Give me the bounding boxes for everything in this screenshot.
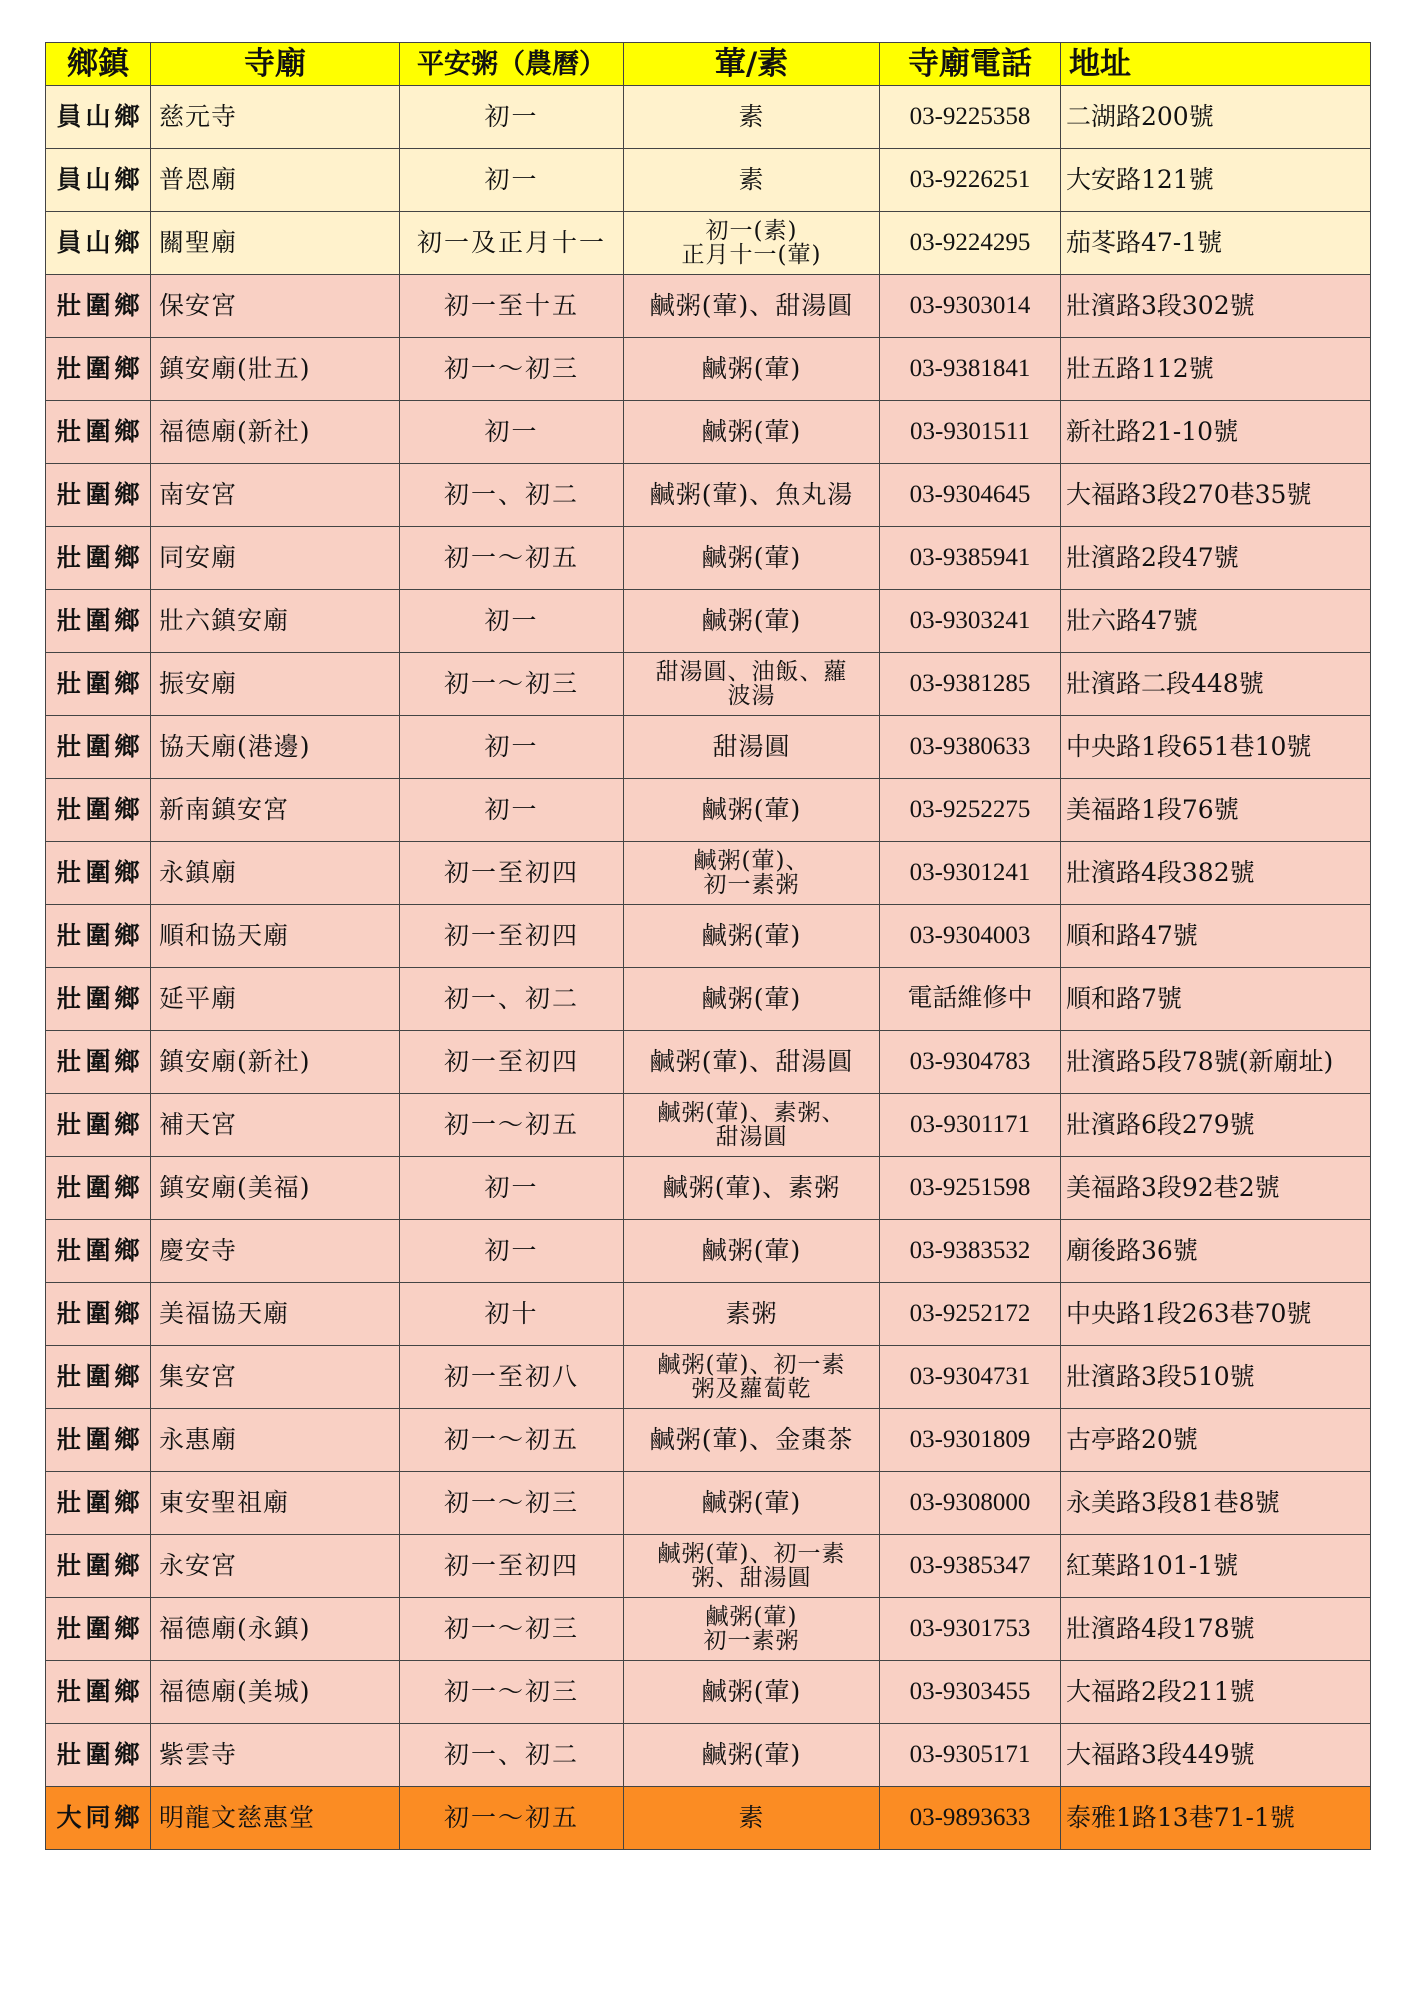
temple-cell: 新南鎮安宮 [151,779,400,842]
porridge-days-cell: 初一 [400,401,624,464]
porridge-days-cell: 初一 [400,590,624,653]
table-row [46,1535,1371,1598]
temple-cell: 福德廟(美城) [151,1661,400,1724]
porridge-days-cell: 初一至初四 [400,905,624,968]
township-cell: 壯圍鄉 [46,842,151,905]
table-row [46,1283,1371,1346]
fare-cell: 鹹粥(葷) [624,1472,880,1535]
township-cell: 壯圍鄉 [46,1283,151,1346]
porridge-days-cell: 初一至初八 [400,1346,624,1409]
table-row [46,1598,1371,1661]
fare-cell: 鹹粥(葷) [624,1220,880,1283]
fare-cell: 鹹粥(葷)、初一素 粥、甜湯圓 [624,1535,880,1598]
fare-cell: 鹹粥(葷) [624,1724,880,1787]
porridge-days-cell: 初一～初三 [400,1472,624,1535]
address-cell: 壯濱路4段382號 [1061,842,1371,905]
temple-cell: 永鎮廟 [151,842,400,905]
phone-cell: 03-9305171 [880,1724,1061,1787]
phone-cell: 03-9303014 [880,275,1061,338]
phone-cell: 03-9304783 [880,1031,1061,1094]
porridge-days-cell: 初一至初四 [400,842,624,905]
porridge-days-cell: 初一、初二 [400,464,624,527]
phone-cell: 03-9225358 [880,86,1061,149]
porridge-days-cell: 初一～初五 [400,1094,624,1157]
address-cell: 大福路3段270巷35號 [1061,464,1371,527]
phone-cell: 03-9301511 [880,401,1061,464]
address-cell: 大福路2段211號 [1061,1661,1371,1724]
township-cell: 壯圍鄉 [46,1472,151,1535]
header-fare-type: 葷/素 [624,43,880,86]
address-cell: 廟後路36號 [1061,1220,1371,1283]
table-row [46,464,1371,527]
township-cell: 壯圍鄉 [46,1661,151,1724]
porridge-days-cell: 初一、初二 [400,968,624,1031]
porridge-days-cell: 初一～初五 [400,527,624,590]
township-cell: 壯圍鄉 [46,1346,151,1409]
township-cell: 大同鄉 [46,1787,151,1850]
header-township: 鄉鎮 [46,43,151,86]
table-row [46,1094,1371,1157]
fare-cell: 素 [624,149,880,212]
township-cell: 壯圍鄉 [46,1220,151,1283]
address-cell: 美福路1段76號 [1061,779,1371,842]
header-row [46,43,1371,86]
table-row [46,1787,1371,1850]
township-cell: 壯圍鄉 [46,401,151,464]
table-row [46,1472,1371,1535]
township-cell: 壯圍鄉 [46,653,151,716]
table-row [46,1220,1371,1283]
temple-cell: 美福協天廟 [151,1283,400,1346]
porridge-days-cell: 初一至初四 [400,1031,624,1094]
table-row [46,653,1371,716]
township-cell: 員山鄉 [46,86,151,149]
temple-cell: 慶安寺 [151,1220,400,1283]
phone-cell: 03-9251598 [880,1157,1061,1220]
phone-cell: 03-9301753 [880,1598,1061,1661]
phone-cell: 03-9385347 [880,1535,1061,1598]
township-cell: 壯圍鄉 [46,716,151,779]
temple-cell: 福德廟(永鎮) [151,1598,400,1661]
address-cell: 大福路3段449號 [1061,1724,1371,1787]
table-row [46,212,1371,275]
phone-cell: 03-9303241 [880,590,1061,653]
township-cell: 員山鄉 [46,212,151,275]
table-row [46,716,1371,779]
township-cell: 壯圍鄉 [46,1409,151,1472]
porridge-days-cell: 初十 [400,1283,624,1346]
porridge-days-cell: 初一及正月十一 [400,212,624,275]
phone-cell: 03-9301241 [880,842,1061,905]
porridge-days-cell: 初一～初三 [400,653,624,716]
table-row [46,149,1371,212]
fare-cell: 鹹粥(葷) [624,338,880,401]
fare-cell: 鹹粥(葷)、甜湯圓 [624,275,880,338]
fare-cell: 素 [624,1787,880,1850]
temple-cell: 永安宮 [151,1535,400,1598]
township-cell: 壯圍鄉 [46,1094,151,1157]
phone-cell: 03-9381841 [880,338,1061,401]
phone-cell: 03-9224295 [880,212,1061,275]
address-cell: 順和路7號 [1061,968,1371,1031]
table-row [46,1157,1371,1220]
fare-cell: 鹹粥(葷)、初一素 粥及蘿蔔乾 [624,1346,880,1409]
temple-cell: 普恩廟 [151,149,400,212]
address-cell: 大安路121號 [1061,149,1371,212]
fare-cell: 鹹粥(葷) [624,401,880,464]
fare-cell: 鹹粥(葷) [624,527,880,590]
phone-cell: 03-9252275 [880,779,1061,842]
porridge-days-cell: 初一至十五 [400,275,624,338]
township-cell: 壯圍鄉 [46,905,151,968]
temple-porridge-table [45,42,1371,1850]
table-row [46,275,1371,338]
temple-cell: 鎮安廟(壯五) [151,338,400,401]
address-cell: 泰雅1路13巷71-1號 [1061,1787,1371,1850]
table-row [46,905,1371,968]
fare-cell: 鹹粥(葷) [624,779,880,842]
address-cell: 壯五路112號 [1061,338,1371,401]
address-cell: 壯濱路二段448號 [1061,653,1371,716]
fare-cell: 甜湯圓、油飯、蘿 波湯 [624,653,880,716]
temple-cell: 永惠廟 [151,1409,400,1472]
temple-cell: 南安宮 [151,464,400,527]
porridge-days-cell: 初一～初五 [400,1787,624,1850]
fare-cell: 鹹粥(葷)、甜湯圓 [624,1031,880,1094]
township-cell: 壯圍鄉 [46,338,151,401]
temple-cell: 東安聖祖廟 [151,1472,400,1535]
fare-cell: 鹹粥(葷)、素粥 [624,1157,880,1220]
address-cell: 新社路21-10號 [1061,401,1371,464]
address-cell: 壯濱路3段302號 [1061,275,1371,338]
fare-cell: 鹹粥(葷)、 初一素粥 [624,842,880,905]
phone-cell: 03-9252172 [880,1283,1061,1346]
table-row [46,1346,1371,1409]
township-cell: 壯圍鄉 [46,590,151,653]
township-cell: 壯圍鄉 [46,1031,151,1094]
fare-cell: 鹹粥(葷) [624,905,880,968]
township-cell: 壯圍鄉 [46,527,151,590]
fare-cell: 鹹粥(葷)、金棗茶 [624,1409,880,1472]
fare-cell: 素 [624,86,880,149]
porridge-days-cell: 初一 [400,1157,624,1220]
township-cell: 壯圍鄉 [46,275,151,338]
table-body [46,86,1371,1850]
header-porridge-days: 平安粥（農曆） [400,43,624,86]
fare-cell: 鹹粥(葷) 初一素粥 [624,1598,880,1661]
porridge-days-cell: 初一至初四 [400,1535,624,1598]
phone-cell: 電話維修中 [880,968,1061,1031]
phone-cell: 03-9301171 [880,1094,1061,1157]
address-cell: 茄苳路47-1號 [1061,212,1371,275]
phone-cell: 03-9383532 [880,1220,1061,1283]
temple-cell: 振安廟 [151,653,400,716]
table-row [46,842,1371,905]
temple-cell: 鎮安廟(美福) [151,1157,400,1220]
temple-cell: 集安宮 [151,1346,400,1409]
address-cell: 壯六路47號 [1061,590,1371,653]
porridge-days-cell: 初一 [400,86,624,149]
township-cell: 壯圍鄉 [46,1157,151,1220]
porridge-days-cell: 初一 [400,779,624,842]
fare-cell: 鹹粥(葷)、魚丸湯 [624,464,880,527]
address-cell: 順和路47號 [1061,905,1371,968]
address-cell: 中央路1段263巷70號 [1061,1283,1371,1346]
township-cell: 壯圍鄉 [46,1724,151,1787]
township-cell: 員山鄉 [46,149,151,212]
township-cell: 壯圍鄉 [46,968,151,1031]
porridge-days-cell: 初一、初二 [400,1724,624,1787]
fare-cell: 甜湯圓 [624,716,880,779]
address-cell: 壯濱路3段510號 [1061,1346,1371,1409]
township-cell: 壯圍鄉 [46,779,151,842]
address-cell: 古亭路20號 [1061,1409,1371,1472]
temple-cell: 同安廟 [151,527,400,590]
porridge-days-cell: 初一 [400,1220,624,1283]
temple-cell: 鎮安廟(新社) [151,1031,400,1094]
phone-cell: 03-9304003 [880,905,1061,968]
header-phone: 寺廟電話 [880,43,1061,86]
phone-cell: 03-9301809 [880,1409,1061,1472]
fare-cell: 初一(素) 正月十一(葷) [624,212,880,275]
porridge-days-cell: 初一～初五 [400,1409,624,1472]
table-row [46,1724,1371,1787]
address-cell: 壯濱路4段178號 [1061,1598,1371,1661]
address-cell: 壯濱路5段78號(新廟址) [1061,1031,1371,1094]
address-cell: 紅葉路101-1號 [1061,1535,1371,1598]
address-cell: 永美路3段81巷8號 [1061,1472,1371,1535]
temple-cell: 補天宮 [151,1094,400,1157]
porridge-days-cell: 初一～初三 [400,1598,624,1661]
temple-cell: 協天廟(港邊) [151,716,400,779]
table-row [46,1409,1371,1472]
temple-cell: 明龍文慈惠堂 [151,1787,400,1850]
table-row [46,779,1371,842]
fare-cell: 鹹粥(葷) [624,968,880,1031]
table-row [46,968,1371,1031]
header-temple: 寺廟 [151,43,400,86]
temple-cell: 保安宮 [151,275,400,338]
address-cell: 二湖路200號 [1061,86,1371,149]
temple-cell: 福德廟(新社) [151,401,400,464]
table-row [46,1031,1371,1094]
phone-cell: 03-9304645 [880,464,1061,527]
table-row [46,527,1371,590]
address-cell: 中央路1段651巷10號 [1061,716,1371,779]
phone-cell: 03-9308000 [880,1472,1061,1535]
temple-cell: 壯六鎮安廟 [151,590,400,653]
phone-cell: 03-9380633 [880,716,1061,779]
address-cell: 美福路3段92巷2號 [1061,1157,1371,1220]
phone-cell: 03-9381285 [880,653,1061,716]
fare-cell: 鹹粥(葷) [624,1661,880,1724]
header-address: 地址 [1061,43,1371,86]
table-row [46,338,1371,401]
table-row [46,1661,1371,1724]
phone-cell: 03-9226251 [880,149,1061,212]
porridge-days-cell: 初一～初三 [400,1661,624,1724]
phone-cell: 03-9304731 [880,1346,1061,1409]
fare-cell: 鹹粥(葷)、素粥、 甜湯圓 [624,1094,880,1157]
fare-cell: 素粥 [624,1283,880,1346]
temple-cell: 關聖廟 [151,212,400,275]
fare-cell: 鹹粥(葷) [624,590,880,653]
address-cell: 壯濱路6段279號 [1061,1094,1371,1157]
temple-cell: 慈元寺 [151,86,400,149]
table-row [46,590,1371,653]
address-cell: 壯濱路2段47號 [1061,527,1371,590]
township-cell: 壯圍鄉 [46,1598,151,1661]
township-cell: 壯圍鄉 [46,464,151,527]
table-row [46,401,1371,464]
phone-cell: 03-9893633 [880,1787,1061,1850]
temple-cell: 紫雲寺 [151,1724,400,1787]
porridge-days-cell: 初一 [400,149,624,212]
temple-cell: 順和協天廟 [151,905,400,968]
table-row [46,86,1371,149]
phone-cell: 03-9303455 [880,1661,1061,1724]
porridge-days-cell: 初一～初三 [400,338,624,401]
phone-cell: 03-9385941 [880,527,1061,590]
porridge-days-cell: 初一 [400,716,624,779]
temple-cell: 延平廟 [151,968,400,1031]
township-cell: 壯圍鄉 [46,1535,151,1598]
